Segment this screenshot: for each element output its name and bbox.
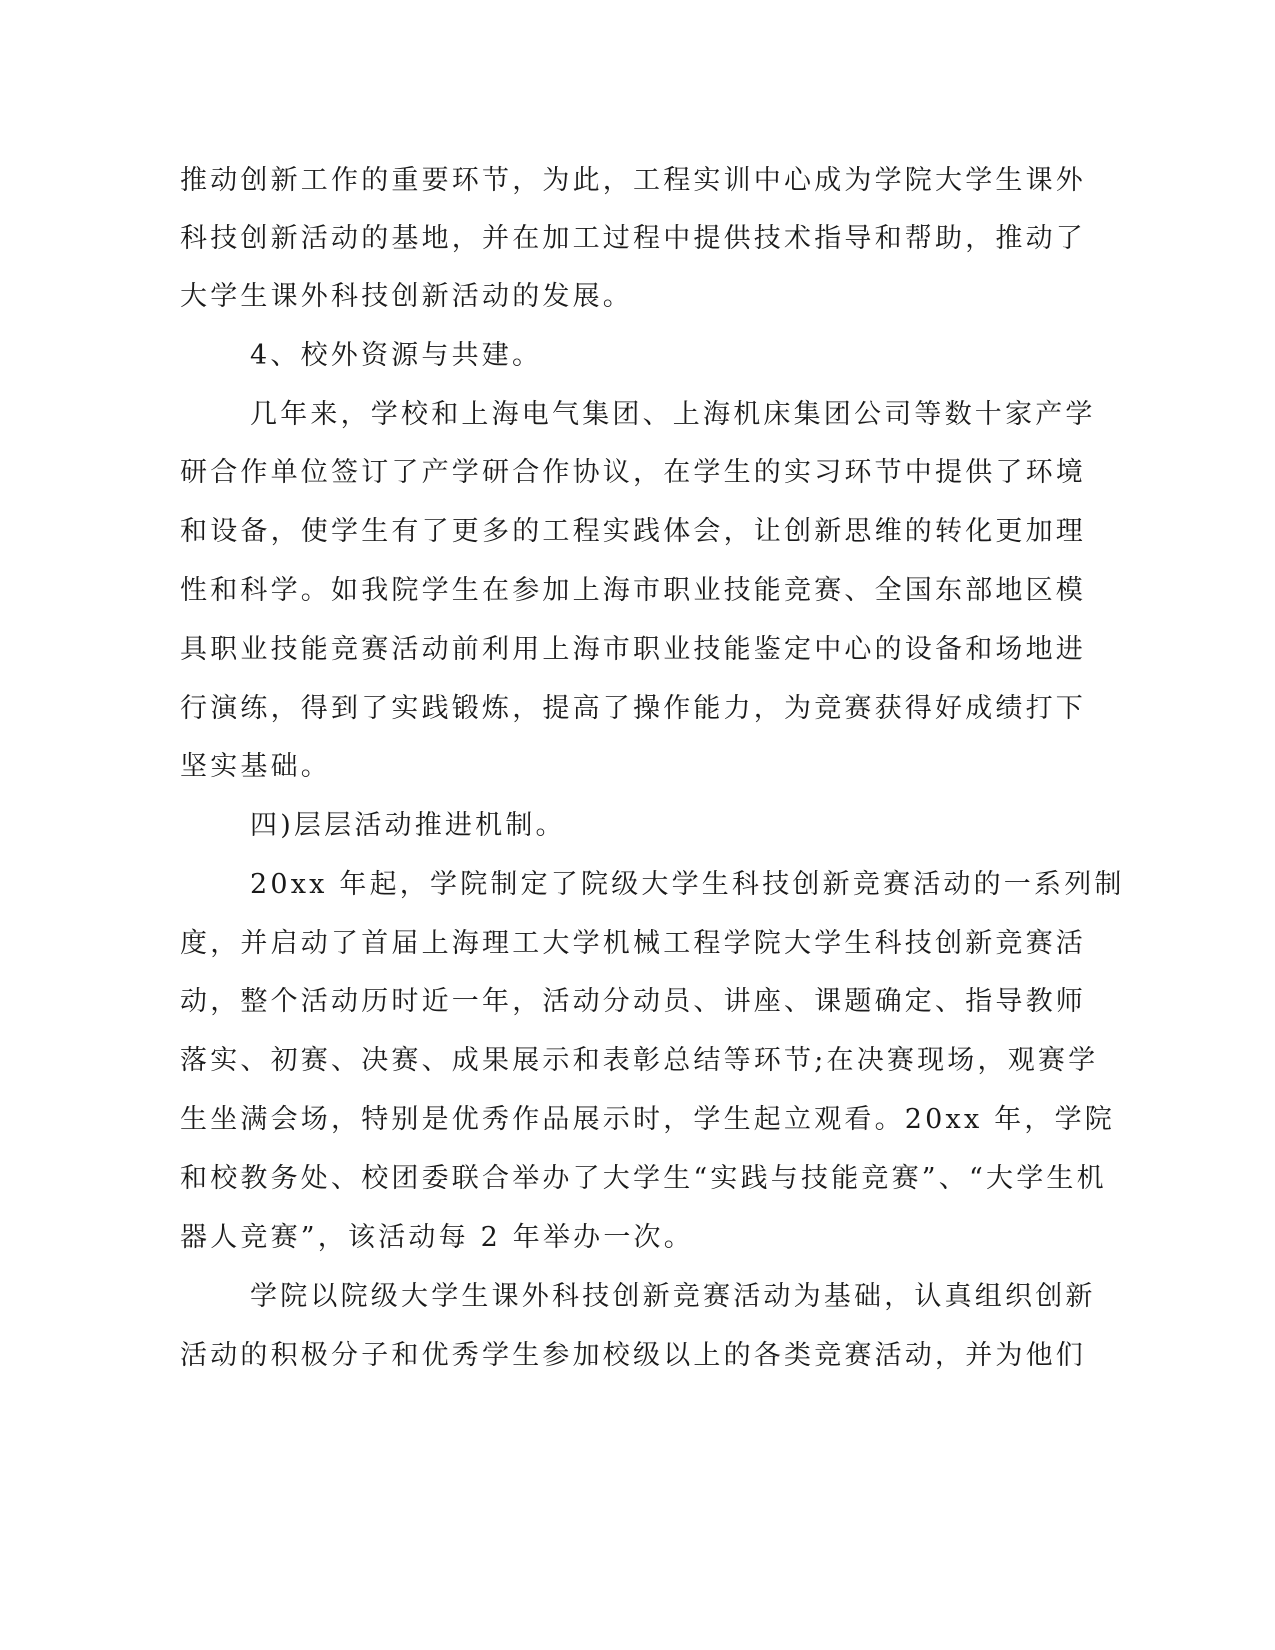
section-heading: 四)层层活动推进机制。 (250, 810, 566, 841)
body-line: 推动创新工作的重要环节，为此，工程实训中心成为学院大学生课外 (180, 165, 1086, 196)
body-line: 度，并启动了首届上海理工大学机械工程学院大学生科技创新竞赛活 (180, 928, 1086, 959)
body-line: 器人竞赛”，该活动每 2 年举办一次。 (180, 1222, 694, 1253)
body-line: 学院以院级大学生课外科技创新竞赛活动为基础，认真组织创新 (250, 1281, 1096, 1312)
section-heading: 4、校外资源与共建。 (250, 340, 543, 371)
body-line: 研合作单位签订了产学研合作协议，在学生的实习环节中提供了环境 (180, 457, 1086, 488)
body-line: 动，整个活动历时近一年，活动分动员、讲座、课题确定、指导教师 (180, 986, 1086, 1017)
body-line: 科技创新活动的基地，并在加工过程中提供技术指导和帮助，推动了 (180, 223, 1086, 254)
body-line: 坚实基础。 (180, 751, 331, 782)
body-line: 活动的积极分子和优秀学生参加校级以上的各类竞赛活动，并为他们 (180, 1340, 1086, 1371)
body-line: 生坐满会场，特别是优秀作品展示时，学生起立观看。20xx 年，学院 (180, 1104, 1115, 1135)
body-line: 具职业技能竞赛活动前利用上海市职业技能鉴定中心的设备和场地进 (180, 634, 1086, 665)
body-line: 和设备，使学生有了更多的工程实践体会，让创新思维的转化更加理 (180, 516, 1086, 547)
body-line: 20xx 年起，学院制定了院级大学生科技创新竞赛活动的一系列制 (250, 869, 1125, 900)
body-line: 几年来，学校和上海电气集团、上海机床集团公司等数十家产学 (250, 399, 1096, 430)
body-line: 和校教务处、校团委联合举办了大学生“实践与技能竞赛”、“大学生机 (180, 1163, 1107, 1194)
body-line: 性和科学。如我院学生在参加上海市职业技能竞赛、全国东部地区模 (180, 575, 1086, 606)
body-line: 行演练，得到了实践锻炼，提高了操作能力，为竞赛获得好成绩打下 (180, 693, 1086, 724)
body-line: 大学生课外科技创新活动的发展。 (180, 281, 633, 312)
body-line: 落实、初赛、决赛、成果展示和表彰总结等环节;在决赛现场，观赛学 (180, 1045, 1099, 1076)
